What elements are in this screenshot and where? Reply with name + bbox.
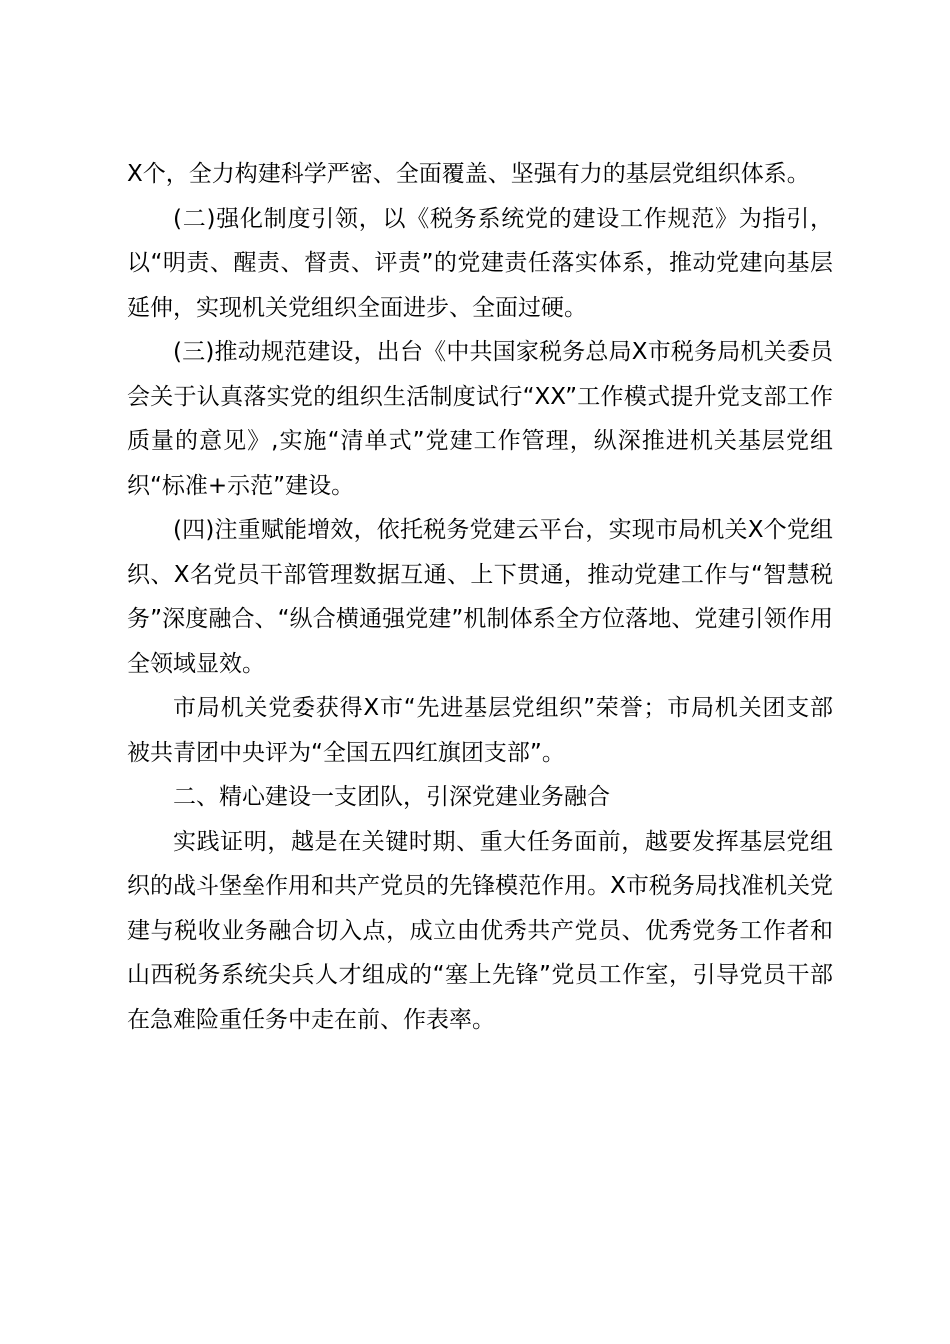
paragraph-section-4: (四)注重赋能增效，依托税务党建云平台，实现市局机关X个党组织、X名党员干部管理数据互通、上下贯通，推动党建工作与“智慧税务”深度融合、“纵合横通强党建”机制体系全方位落地、党建引领作用全领域显效。 <box>127 517 833 677</box>
paragraph-section-3: (三)推动规范建设，出台《中共国家税务总局X市税务局机关委员会关于认真落实党的组织生活制度试行“XX”工作模式提升党支部工作质量的意见》,实施“清单式”党建工作管理，纵深推进机关基层党组织“标准+示范”建设。 <box>127 339 833 499</box>
paragraph-practice: 实践证明，越是在关键时期、重大任务面前，越要发挥基层党组织的战斗堡垒作用和共产党员的先锋模范作用。X市税务局找准机关党建与税收业务融合切入点，成立由优秀共产党员、优秀党务工作者和山西税务系统尖兵人才组成的“塞上先锋”党员工作室，引导党员干部在急难险重任务中走在前、作表率。 <box>127 828 833 1033</box>
section-heading: 二、精心建设一支团队，引深党建业务融合 <box>173 784 610 810</box>
paragraph-honors: 市局机关党委获得X市“先进基层党组织”荣誉；市局机关团支部被共青团中央评为“全国五四红旗团支部”。 <box>127 695 833 766</box>
paragraph-section-2: (二)强化制度引领，以《税务系统党的建设工作规范》为指引，以“明责、醒责、督责、评责”的党建责任落实体系，推动党建向基层延伸，实现机关党组织全面进步、全面过硬。 <box>127 205 833 321</box>
document-body <box>127 152 833 1042</box>
paragraph-continuation: X个，全力构建科学严密、全面覆盖、坚强有力的基层党组织体系。 <box>127 161 810 187</box>
